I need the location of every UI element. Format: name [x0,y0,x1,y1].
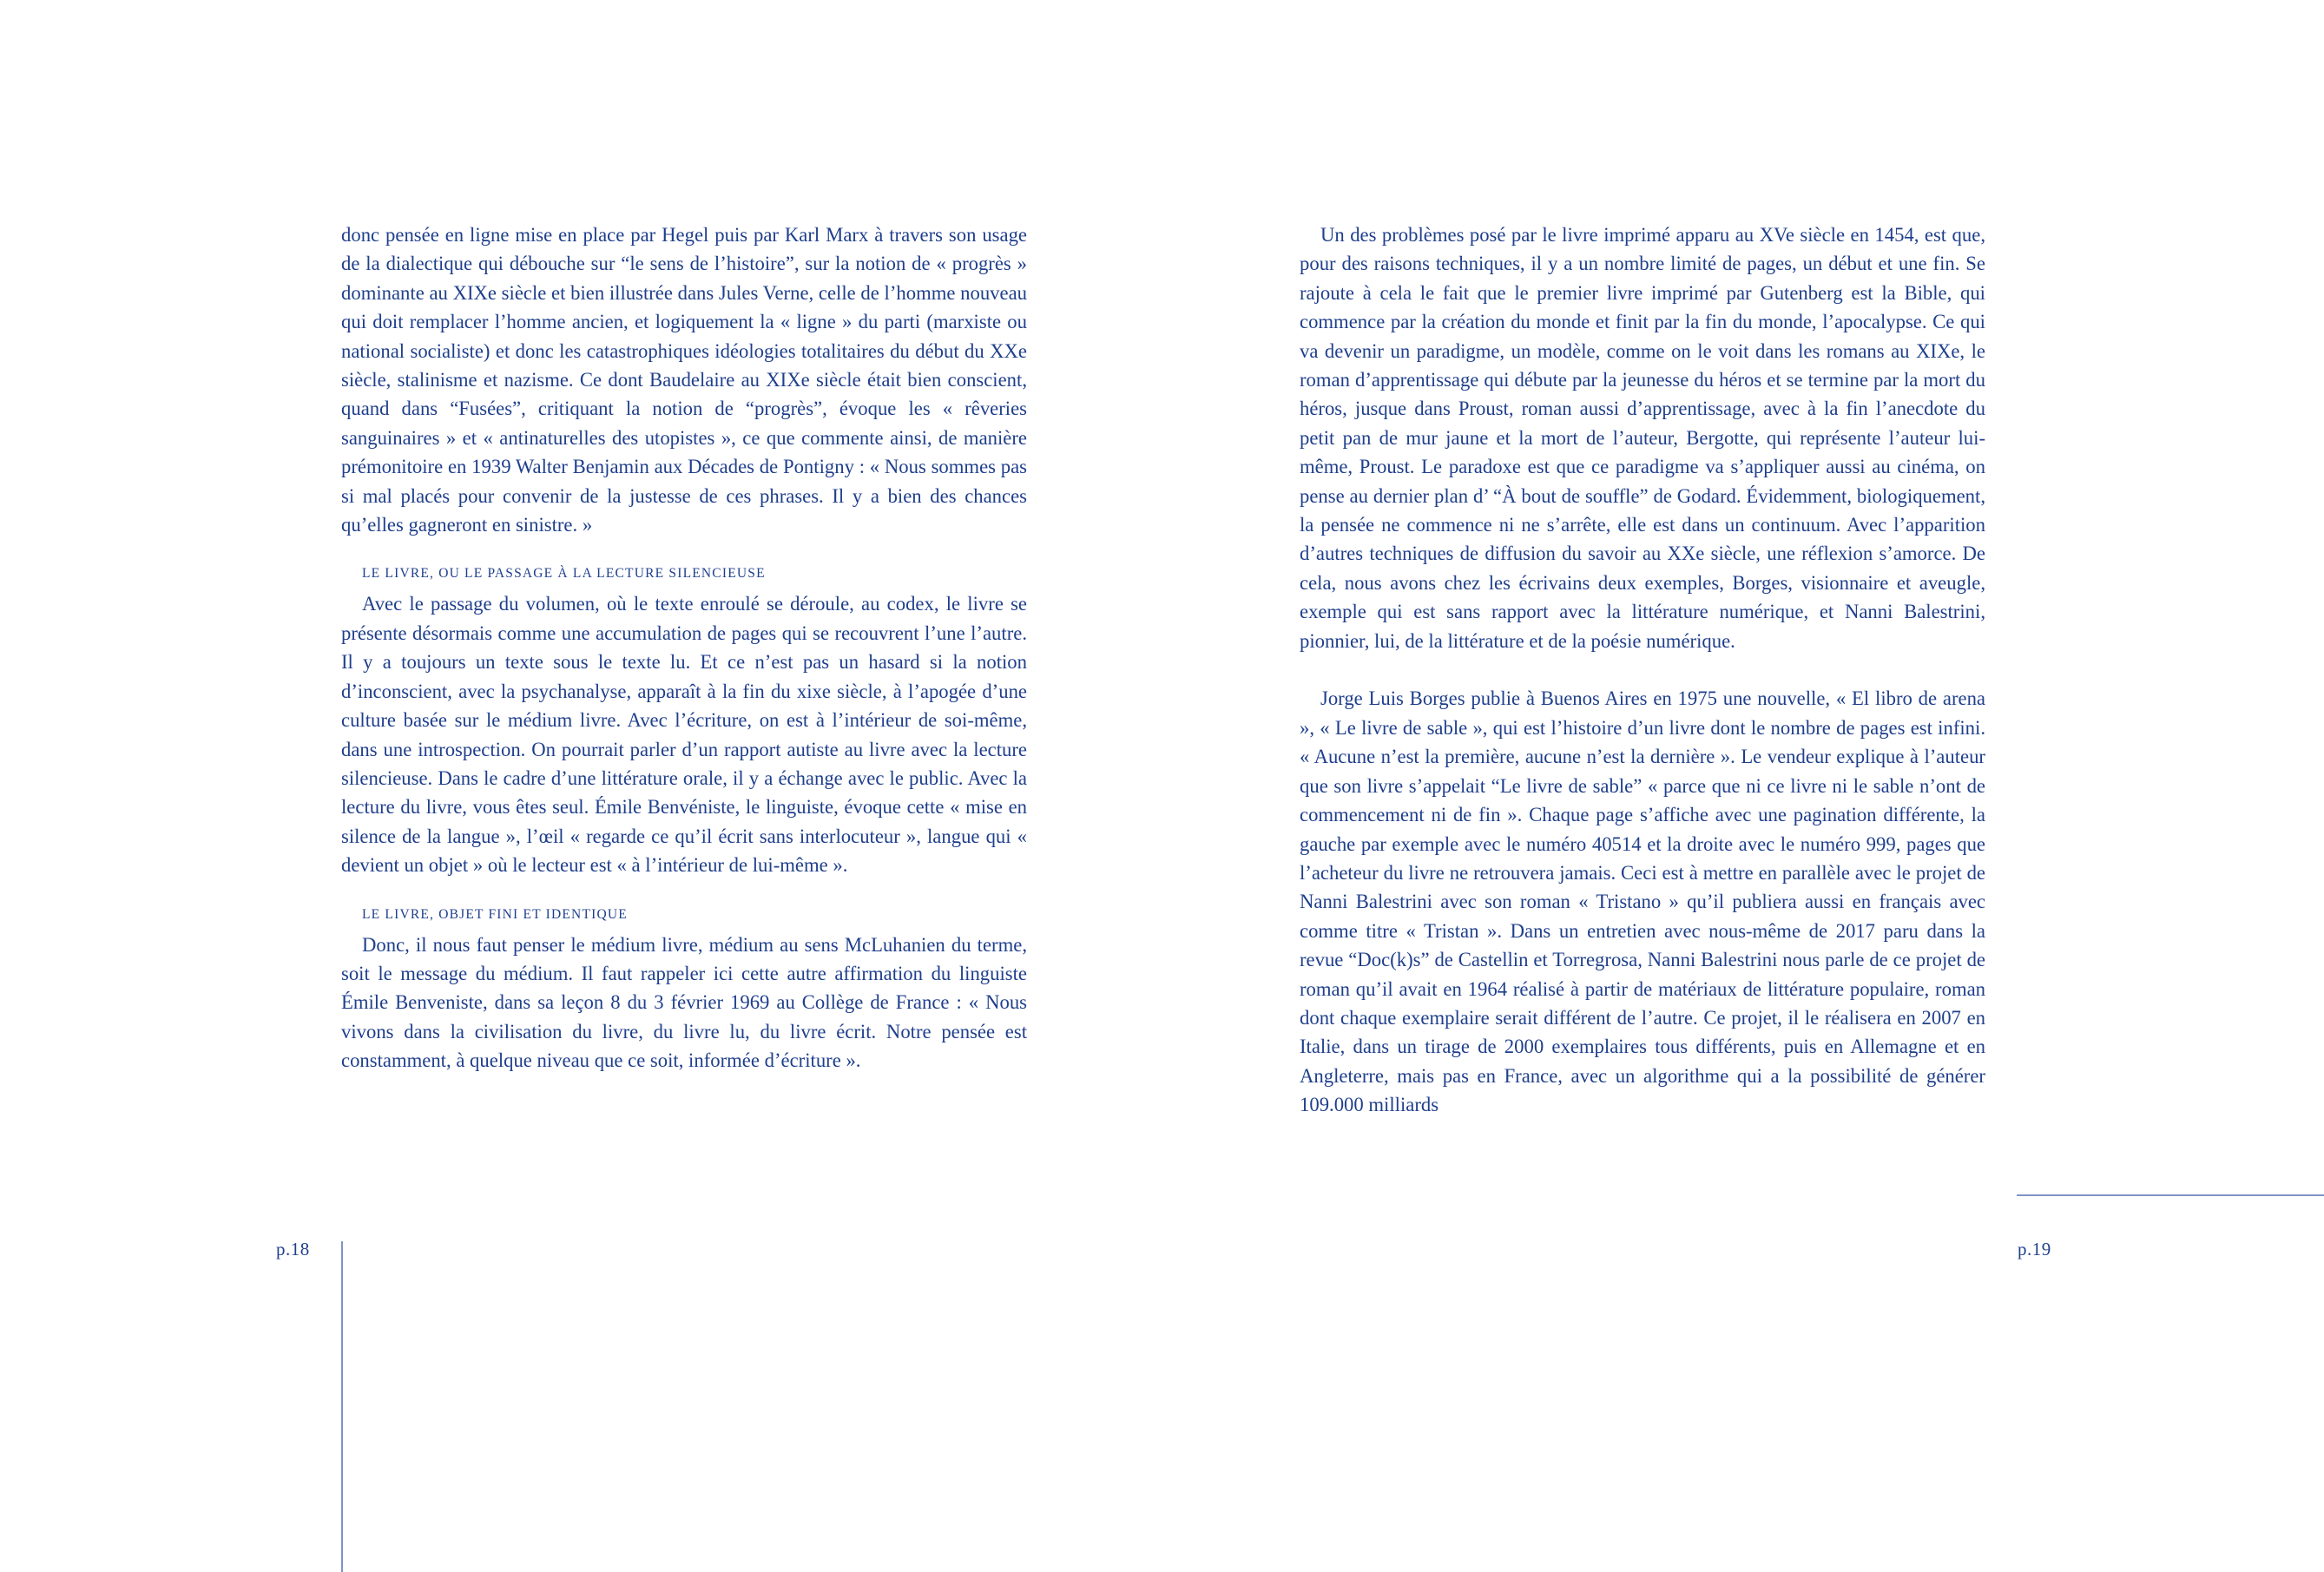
right-paragraph-1: Un des problèmes posé par le livre imprimé apparu au XVe siècle en 1454, est que, pour des raisons techniques, il y a un nombre limité de pages, un début et une fin. Se rajoute à cela le fait que le premier livre imprimé par Gutenberg est la Bible, qui commence par la création du monde et finit par la fin du monde, l’apocalypse. Ce qui va devenir un paradigme, un modèle, comme on le voit dans les romans au XIXe, le roman d’apprentissage qui débute par la jeunesse du héros et se termine par la mort du héros, jusque dans Proust, roman aussi d’apprentissage, avec à la fin l’anecdote du petit pan de mur jaune et la mort de l’auteur, Bergotte, qui représente l’auteur lui-même, Proust. Le paradoxe est que ce paradigme va s’appliquer aussi au cinéma, on pense au dernier plan d’ “À bout de souffle” de Godard. Évidemment, biologiquement, la pensée ne commence ni ne s’arrête, elle est dans un continuum. Avec l’apparition d’autres techniques de diffusion du savoir au XXe siècle, une réflexion s’amorce. De cela, nous avons chez les écrivains deux exemples, Borges, visionnaire et aveugle, exemple qui est sans rapport avec la littérature numérique, et Nanni Balestrini, pionnier, lui, de la littérature et de la poésie numérique. [1300,224,1985,652]
left-margin-rule [341,1241,343,1572]
left-section-heading-2: LE LIVRE, OBJET FINI ET IDENTIQUE [362,906,628,922]
left-paragraph-1: donc pensée en ligne mise en place par Hegel puis par Karl Marx à travers son usage de la dialectique qui débouche sur “le sens de l’histoire”, sur la notion de « progrès » dominante au XIXe siècle et bien illustrée dans Jules Verne, celle de l’homme nouveau qui doit remplacer l’homme ancien, et logiquement la « ligne » du parti (marxiste ou national socialiste) et donc les catastrophiques idéologies totalitaires du début du XXe siècle, stalinisme et nazisme. Ce dont Baudelaire au XIXe siècle était bien conscient, quand dans “Fusées”, critiquant la notion de “progrès”, évoque les « rêveries sanguinaires » et « antinaturelles des utopistes », ce que commente ainsi, de manière prémonitoire en 1939 Walter Benjamin aux Décades de Pontigny : « Nous sommes pas si mal placés pour convenir de la justesse de ces phrases. Il y a bien des chances qu’elles gagneront en sinistre. » [341,224,1027,536]
left-page-text-column [341,220,1027,1075]
left-section-heading-1: LE LIVRE, OU LE PASSAGE À LA LECTURE SILENCIEUSE [362,566,766,582]
left-paragraph-2: Avec le passage du volumen, où le texte enroulé se déroule, au codex, le livre se présente désormais comme une accumulation de pages qui se recouvrent l’une l’autre. Il y a toujours un texte sous le texte lu. Et ce n’est pas un hasard si la notion d’inconscient, avec la psychanalyse, apparaît à la fin du xixe siècle, à l’apogée d’une culture basée sur le médium livre. Avec l’écriture, on est à l’intérieur de soi-même, dans une introspection. On pourrait parler d’un rapport autiste au livre avec la lecture silencieuse. Dans le cadre d’une littérature orale, il y a échange avec le public. Avec la lecture du livre, vous êtes seul. Émile Benvéniste, le linguiste, évoque cette « mise en silence de la langue », l’œil « regarde ce qu’il écrit sans interlocuteur », langue qui « devient un objet » où le lecteur est « à l’intérieur de lui-même ». [341,593,1027,877]
right-paragraph-2: Jorge Luis Borges publie à Buenos Aires en 1975 une nouvelle, « El libro de arena », « Le livre de sable », qui est l’histoire d’un livre dont le nombre de pages est infini. « Aucune n’est la première, aucune n’est la dernière ». Le vendeur explique à l’auteur que son livre s’appelait “Le livre de sable” « parce que ni ce livre ni le sable n’ont de commencement ni de fin ». Chaque page s’affiche avec une pagination différente, la gauche par exemple avec le numéro 40514 et la droite avec le numéro 999, pages que l’acheteur du livre ne retrouvera jamais. Ceci est à mettre en parallèle avec le projet de Nanni Balestrini avec son roman « Tristano » qu’il publiera aussi en français avec comme titre « Tristan ». Dans un entretien avec nous-même de 2017 paru dans la revue “Doc(k)s” de Castellin et Torregrosa, Nanni Balestrini nous parle de ce projet de roman qu’il avait en 1964 réalisé à partir de matériaux de littérature populaire, roman dont chaque exemplaire serait différent de l’autre. Ce projet, il le réalisera en 2007 en Italie, dans un tirage de 2000 exemplaires tous différents, puis en Allemagne et en Angleterre, mais pas en France, avec un algorithme qui a la possibilité de générer 109.000 milliards [1300,687,1985,1116]
left-paragraph-3: Donc, il nous faut penser le médium livre, médium au sens McLuhanien du terme, soit le message du médium. Il faut rappeler ici cette autre affirmation du linguiste Émile Benveniste, dans sa leçon 8 du 3 février 1969 au Collège de France : « Nous vivons dans la civilisation du livre, du livre lu, du livre écrit. Notre pensée est constamment, à quelque niveau que ce soit, informée d’écriture ». [341,933,1027,1072]
page-number-left: p.18 [276,1239,310,1260]
right-page-text-column [1300,220,1985,1120]
right-margin-rule [2017,1194,2324,1196]
page-number-right: p.19 [2018,1239,2051,1260]
